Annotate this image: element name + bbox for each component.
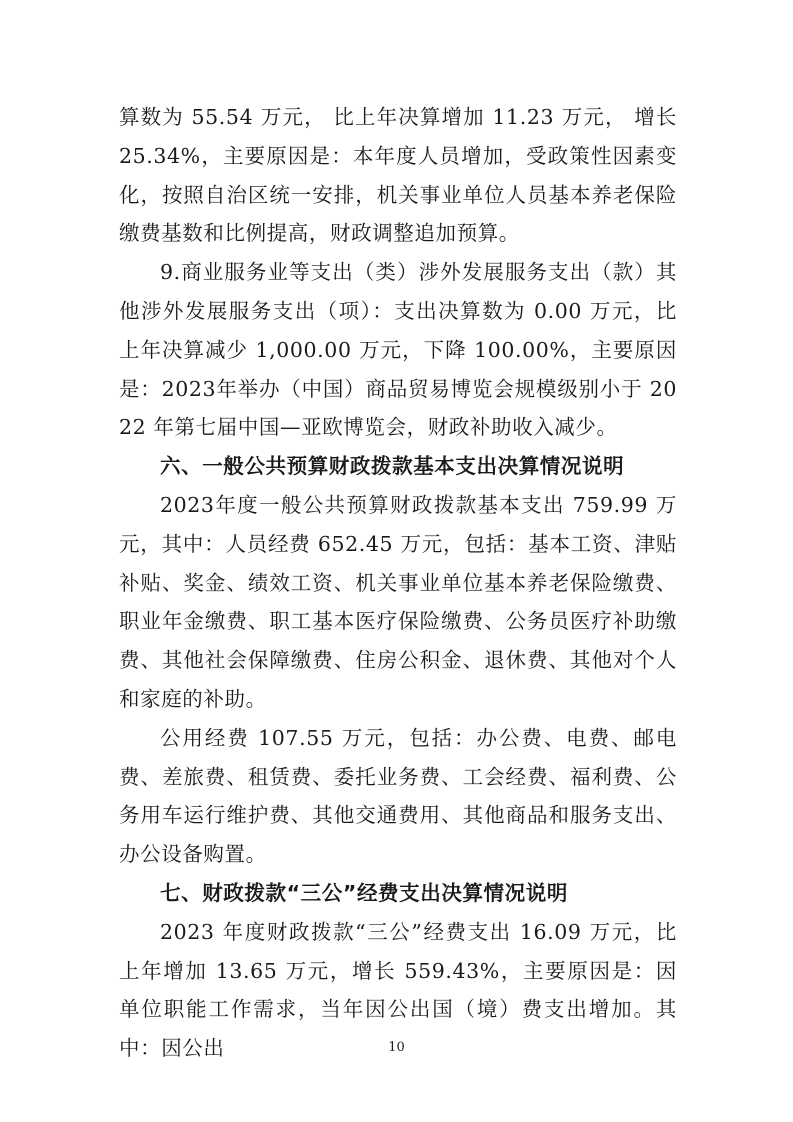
paragraph-item-9-commerce: 9.商业服务业等支出（类）涉外发展服务支出（款）其他涉外发展服务支出（项）：支出决算数为 0.00 万元，比上年决算减少 1,000.00 万元，下降 100.00%，主要原因是：2023年举办（中国）商品贸易博览会规模级别小于 2022 年第七届中国—亚欧博览会，财政补助收入减少。 bbox=[119, 260, 677, 440]
document-body bbox=[119, 98, 677, 1068]
section-heading-6: 六、一般公共预算财政拨款基本支出决算情况说明 bbox=[160, 454, 625, 479]
paragraph-public-expenses: 公用经费 107.55 万元，包括：办公费、电费、邮电费、差旅费、租赁费、委托业务费、工会经费、福利费、公务用车运行维护费、其他交通费用、其他商品和服务支出、办公设备购置。 bbox=[119, 725, 677, 867]
paragraph-continued-pension: 算数为 55.54 万元， 比上年决算增加 11.23 万元， 增长25.34%，主要原因是：本年度人员增加，受政策性因素变化，按照自治区统一安排，机关事业单位人员基本养老保险缴费基数和比例提高，财政调整追加预算。 bbox=[119, 105, 677, 246]
paragraph-basic-expenditure: 2023年度一般公共预算财政拨款基本支出 759.99 万元，其中：人员经费 652.45 万元，包括：基本工资、津贴补贴、奖金、绩效工资、机关事业单位基本养老保险缴费、职业年金缴费、职工基本医疗保险缴费、公务员医疗补助缴费、其他社会保障缴费、住房公积金、退休费、其他对个人和家庭的补助。 bbox=[119, 492, 677, 711]
page-number: 10 bbox=[388, 1040, 405, 1055]
section-heading-7: 七、财政拨款“三公”经费支出决算情况说明 bbox=[160, 880, 568, 905]
paragraph-three-public-expenses: 2023 年度财政拨款“三公”经费支出 16.09 万元，比上年增加 13.65 万元，增长 559.43%，主要原因是：因单位职能工作需求，当年因公出国（境）费支出增加。其中：因公出 bbox=[119, 919, 677, 1061]
